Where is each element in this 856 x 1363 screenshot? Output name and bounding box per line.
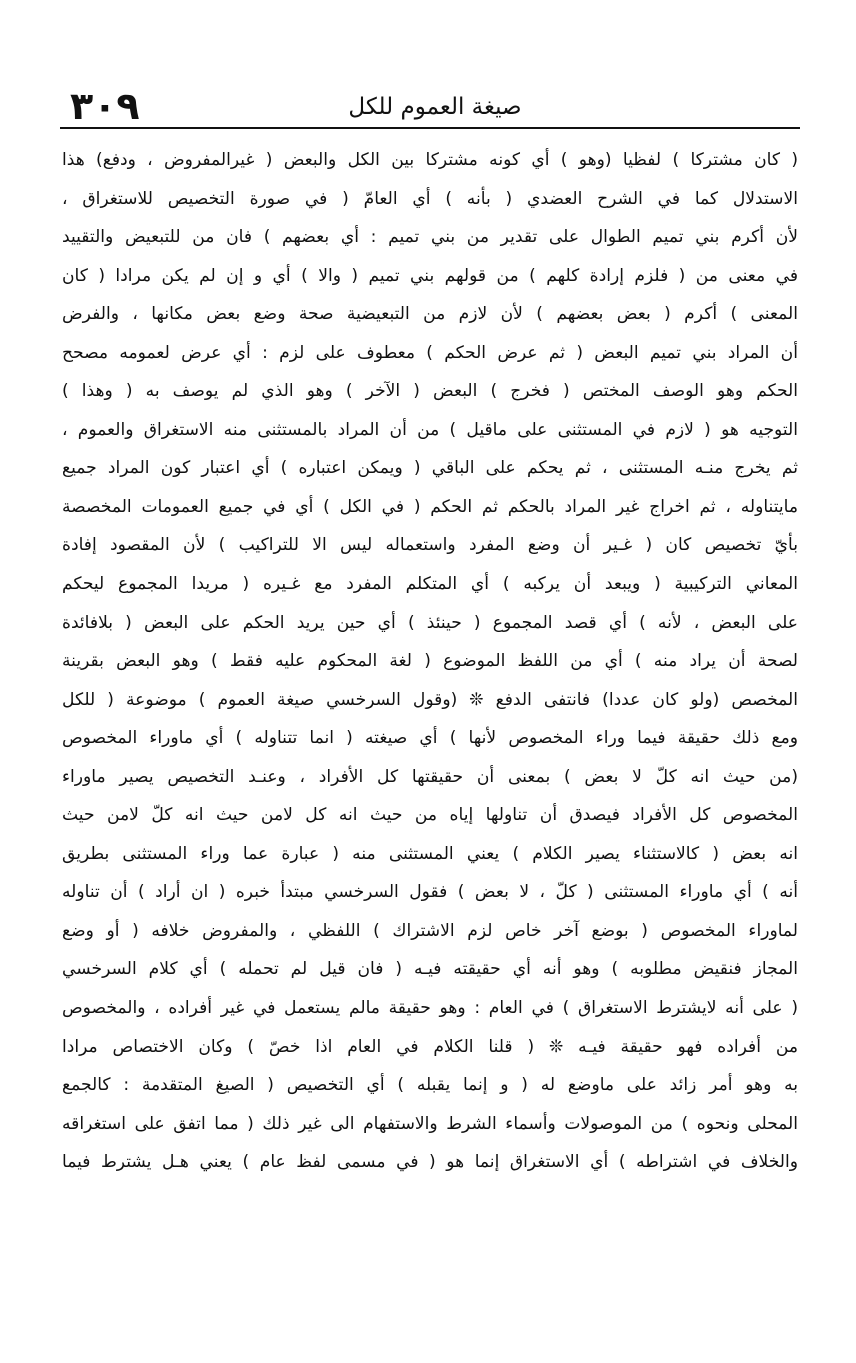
- text-line: من أفراده فهو حقيقة فيـه ❊ ( قلنا الكلام في العام اذا خصّ ) وكان الاختصاص مرادا: [62, 1036, 798, 1057]
- running-title: صيغة العموم للكل: [348, 94, 522, 120]
- text-line: التوجيه هو ( لازم في المستثنى على ماقيل ) من أن المراد بالمستثنى منه الاستغراق والعموم ،: [62, 419, 798, 440]
- text-line: لأن أكرم بني تميم الطوال على تقدير من بني تميم : أي بعضهم ) فان من للتبعيض والتقييد: [62, 227, 798, 248]
- text-line: على البعض ، لأنه ) أي قصد المجموع ( حينئذ ) أي حين يريد الحكم على البعض ( بلافائدة: [62, 612, 798, 633]
- page-number: ٣٠٩: [70, 84, 140, 128]
- text-line: المخصص (ولو كان عددا) فانتفى الدفع ❊ (وقول السرخسي صيغة العموم ) موضوعة ( للكل: [62, 689, 798, 710]
- text-line: الاستدلال كما في الشرح العضدي ( بأنه ) أي العامّ ( في صورة التخصيص للاستغراق ،: [62, 188, 798, 209]
- text-line: انه بعض ( كالاستثناء يصير الكلام ) يعني المستثنى منه ( عبارة عما وراء المستثنى بطريق: [62, 843, 798, 864]
- text-line: بأيّ تخصيص كان ( غـير أن وضع المفرد واستعماله ليس الا للتراكيب ) لأن المقصود إفادة: [62, 535, 798, 556]
- body-text: [62, 141, 798, 1182]
- text-line: المخصوص كل الأفراد فيصدق أن تناولها إياه من حيث انه كل لامن حيث انه كلّ لامن حيث: [62, 805, 798, 826]
- text-line: به وهو أمر زائد على ماوضع له ( و إنما يقبله ) أي التخصيص ( الصيغ المتقدمة : كالجمع: [62, 1075, 798, 1096]
- text-line: المعاني التركيبية ( ويبعد أن يركبه ) أي المتكلم المفرد مع غـيره ( مريدا المجموع ليحكم: [62, 574, 798, 595]
- text-line: المجاز فنقيض مطلوبه ) وهو أنه أي حقيقته فيـه ( فان قيل لم تحمله ) أي كلام السرخسي: [62, 959, 798, 980]
- text-line: أنه ) أي ماوراء المستثنى ( كلّ ، لا بعض ) فقول السرخسي مبتدأ خبره ( ان أراد ) أن تناوله: [62, 882, 798, 903]
- text-line: والخلاف في اشتراطه ) أي الاستغراق إنما هو ( في مسمى لفظ عام ) يعني هـل يشترط فيما: [62, 1152, 798, 1173]
- text-line: المحلى ونحوه ) من الموصولات وأسماء الشرط والاستفهام الى غير ذلك ( مما اتفق على استغراقه: [62, 1113, 798, 1134]
- text-line: في معنى من ( فلزم إرادة كلهم ) من قولهم بني تميم ( والا ) أي و إن لم يكن مرادا ( كان: [62, 265, 798, 286]
- header-rule: [60, 127, 800, 129]
- text-line: أن المراد بني تميم البعض ( ثم عرض الحكم ) معطوف على لزم : أي عرض لعمومه مصحح: [62, 342, 798, 363]
- text-line: (من حيث انه كلّ لا بعض ) بمعنى أن حقيقتها كل الأفراد ، وعنـد التخصيص يصير ماوراء: [62, 766, 798, 787]
- text-line: ومع ذلك حقيقة فيما وراء المخصوص لأنها ) أي صيغته ( انما تتناوله ) أي ماوراء المخصوص: [62, 728, 798, 749]
- text-line: مايتناوله ، ثم اخراج غير المراد بالحكم ثم الحكم ( في الكل ) أي في جميع العمومات المخصصة: [62, 496, 798, 517]
- text-line: لماوراء المخصوص ( بوضع آخر خاص لزم الاشتراك ) اللفظي ، والمفروض خلافه ( أو وضع: [62, 920, 798, 941]
- text-line: ( على أنه لايشترط الاستغراق ) في العام : وهو حقيقة مالم يستعمل في غير أفراده ، والمخصوص: [62, 998, 798, 1019]
- text-line: ( كان مشتركا ) لفظيا (وهو ) أي كونه مشتركا بين الكل والبعض ( غيرالمفروض ، ودفع) هذا: [62, 150, 798, 170]
- text-line: المعنى ) أكرم ( بعض بعضهم ) لأن لازم من التبعيضية صحة وضع بعض مكانها ، والفرض: [62, 304, 798, 325]
- text-line: الحكم وهو الوصف المختص ( فخرج ) البعض ( الآخر ) وهو الذي لم يوصف به ( وهذا ): [62, 381, 798, 402]
- text-line: ثم يخرج منـه المستثنى ، ثم يحكم على الباقي ( ويمكن اعتباره ) أي اعتبار كون المراد جميع: [62, 458, 798, 479]
- text-line: لصحة أن يراد منه ) أي من اللفظ الموضوع ( لغة المحكوم عليه فقط ) وهو البعض بقرينة: [62, 651, 798, 672]
